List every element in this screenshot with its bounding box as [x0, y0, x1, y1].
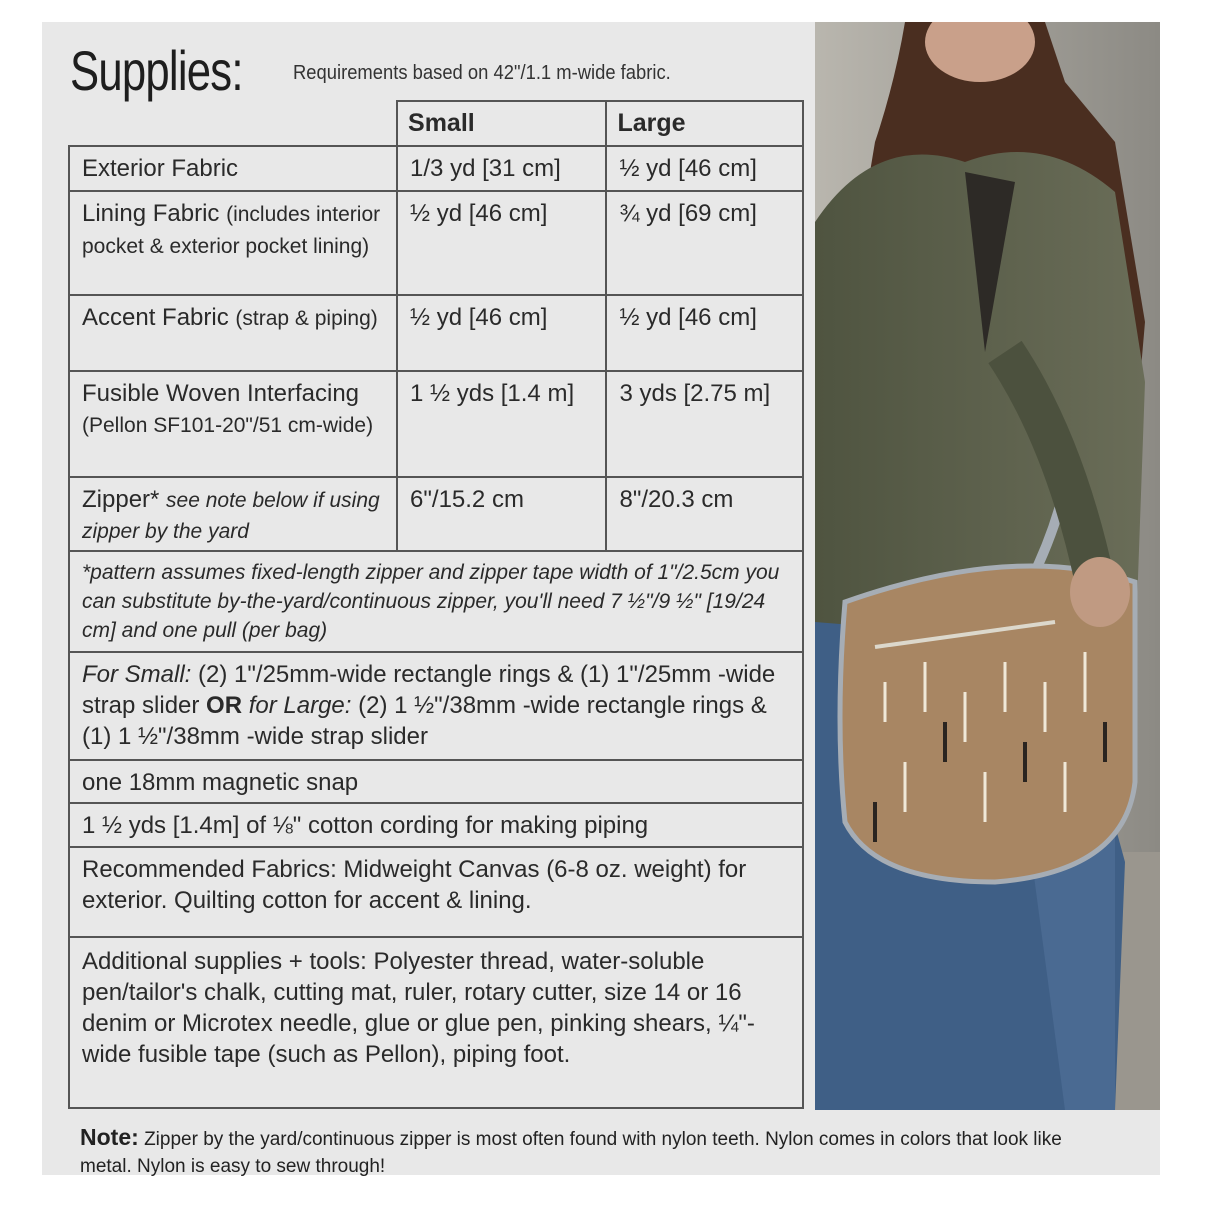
header-small: Small	[397, 101, 606, 146]
table-row	[69, 191, 803, 295]
row-label-note: (includes interior pocket & exterior pocket lining)	[82, 203, 381, 258]
hardware-or: OR	[206, 692, 243, 719]
page-subtitle: Requirements based on 42"/1.1 m-wide fabric.	[293, 62, 671, 84]
supplies-table	[68, 100, 804, 1109]
row-large: 3 yds [2.75 m]	[606, 371, 803, 477]
note-text: Zipper by the yard/continuous zipper is most often found with nylon teeth. Nylon comes in colors that look like metal. Nylon is easy to sew through!	[80, 1129, 1062, 1177]
footer-note	[80, 1124, 1080, 1180]
cording-row	[69, 803, 803, 847]
model-with-bag-photo	[815, 22, 1160, 1110]
row-small: 6"/15.2 cm	[397, 477, 606, 551]
table-header-row	[69, 101, 803, 146]
row-small: ½ yd [46 cm]	[397, 191, 606, 295]
additional-row	[69, 937, 803, 1108]
cording: 1 ½ yds [1.4m] of ⅛" cotton cording for making piping	[69, 803, 803, 847]
note-label: Note:	[80, 1124, 139, 1150]
row-label-note: (Pellon SF101-20"/51 cm-wide)	[82, 414, 374, 437]
hardware-large-label: for Large:	[248, 692, 352, 719]
row-large: ½ yd [46 cm]	[606, 146, 803, 191]
hardware-large: (2) 1 ½"/38mm -wide rectangle rings & (1) 1 ½"/38mm -wide strap slider	[82, 692, 767, 750]
snap: one 18mm magnetic snap	[69, 760, 803, 803]
row-small: 1/3 yd [31 cm]	[397, 146, 606, 191]
hardware-row	[69, 652, 803, 760]
row-small: 1 ½ yds [1.4 m]	[397, 371, 606, 477]
table-row	[69, 477, 803, 551]
recommended-fabrics: Recommended Fabrics: Midweight Canvas (6-8 oz. weight) for exterior. Quilting cotton for accent & lining.	[69, 847, 803, 937]
snap-row	[69, 760, 803, 803]
recommended-row	[69, 847, 803, 937]
row-label-note: see note below if using zipper by the yard	[82, 489, 380, 543]
row-large: ½ yd [46 cm]	[606, 295, 803, 371]
table-row	[69, 295, 803, 371]
row-large: 8"/20.3 cm	[606, 477, 803, 551]
zipper-note-row	[69, 551, 803, 652]
row-label-note: (strap & piping)	[235, 307, 378, 330]
hardware-small: (2) 1"/25mm-wide rectangle rings & (1) 1"/25mm -wide strap slider	[82, 661, 776, 719]
hardware-small-label: For Small:	[82, 661, 192, 688]
additional-supplies: Additional supplies + tools: Polyester thread, water-soluble pen/tailor's chalk, cutting mat, ruler, rotary cutter, size 14 or 16 denim or Microtex needle, glue or glue pen, pinking shears, ¼"-wide fusible tape (such as Pellon), piping foot.	[69, 937, 803, 1108]
row-large: ¾ yd [69 cm]	[606, 191, 803, 295]
row-label: Zipper*	[82, 486, 160, 513]
row-label: Fusible Woven Interfacing	[82, 380, 360, 407]
page-title: Supplies:	[70, 39, 243, 102]
row-label: Lining Fabric	[82, 200, 220, 227]
zipper-note: *pattern assumes fixed-length zipper and zipper tape width of 1"/2.5cm you can substitute by-the-yard/continuous zipper, you'll need 7 ½"/9 ½" [19/24 cm] and one pull (per bag)	[69, 551, 803, 652]
table-row	[69, 146, 803, 191]
table-row	[69, 371, 803, 477]
row-small: ½ yd [46 cm]	[397, 295, 606, 371]
row-label: Exterior Fabric	[82, 155, 239, 182]
row-label: Accent Fabric	[82, 304, 229, 331]
header-large: Large	[606, 101, 803, 146]
